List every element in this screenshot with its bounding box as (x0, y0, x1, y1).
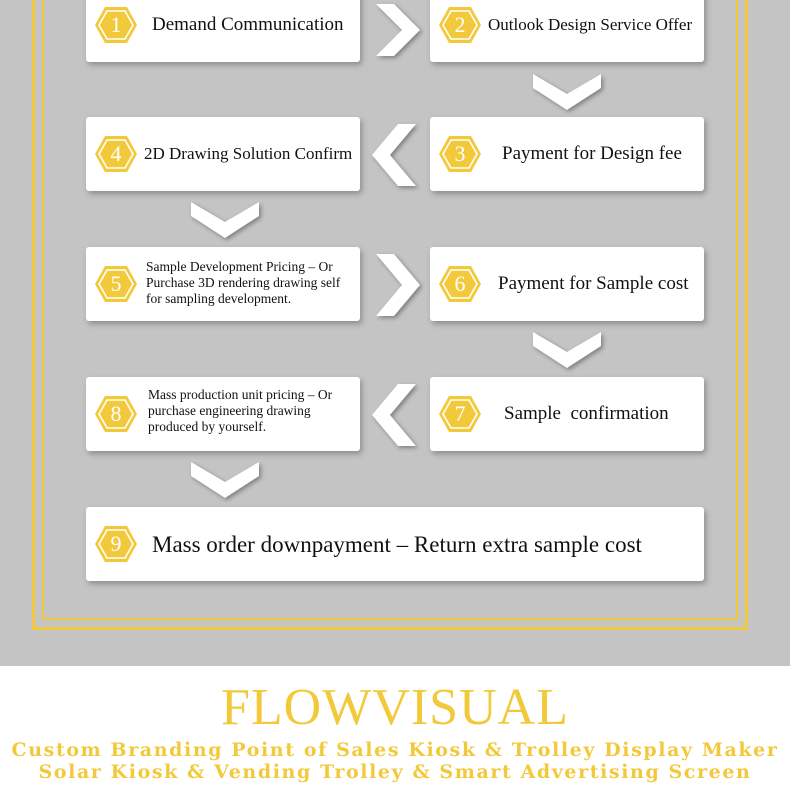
arrow-down-1 (533, 74, 601, 110)
step-7-hexagon-badge (438, 392, 482, 436)
step-7-box (430, 377, 704, 451)
step-5-number: 5 (110, 271, 122, 296)
step-2-label: Outlook Design Service Offer (488, 15, 693, 34)
step-2-box (430, 0, 704, 62)
step-8-hexagon-badge (94, 392, 138, 436)
arrow-right-2 (376, 254, 420, 316)
step-7-label: Sample confirmation (504, 403, 669, 424)
step-6-number: 6 (454, 271, 466, 296)
step-9-number: 9 (110, 531, 122, 556)
step-7-number: 7 (454, 401, 466, 426)
step-6-box (430, 247, 704, 321)
step-4-number: 4 (110, 141, 122, 166)
step-9-hexagon-badge (94, 522, 138, 566)
step-1-box (86, 0, 360, 62)
step-4-label: 2D Drawing Solution Confirm (144, 144, 353, 163)
step-8-box (86, 377, 360, 451)
arrow-left-1 (372, 124, 416, 186)
arrow-right-1 (376, 4, 420, 56)
step-9-label: Mass order downpayment – Return extra sample cost (152, 532, 642, 557)
tagline-2: Solar Kiosk & Vending Trolley & Smart Advertising Screen (38, 761, 752, 783)
step-5-label: Sample Development Pricing – Or Purchase 3D rendering drawing self for sampling development. (146, 259, 341, 307)
arrow-down-3 (533, 332, 601, 368)
step-3-hexagon-badge (438, 132, 482, 176)
step-5-hexagon-badge (94, 262, 138, 306)
step-3-box (430, 117, 704, 191)
step-6-label: Payment for Sample cost (498, 273, 689, 294)
tagline-1: Custom Branding Point of Sales Kiosk & Trolley Display Maker (11, 739, 779, 761)
step-6-hexagon-badge (438, 262, 482, 306)
brand-footer (0, 666, 790, 790)
step-9-box (86, 507, 704, 581)
step-1-label: Demand Communication (152, 14, 344, 35)
step-8-label: Mass production unit pricing – Or purchase engineering drawing produced by yourself. (148, 387, 333, 435)
step-5-box (86, 247, 360, 321)
step-8-number: 8 (110, 401, 122, 426)
step-2-hexagon-badge (438, 3, 482, 47)
arrow-down-2 (191, 202, 259, 238)
step-4-hexagon-badge (94, 132, 138, 176)
step-3-number: 3 (454, 141, 466, 166)
step-4-box (86, 117, 360, 191)
arrow-left-2 (372, 384, 416, 446)
step-3-label: Payment for Design fee (502, 143, 682, 164)
step-1-hexagon-badge (94, 3, 138, 47)
step-1-number: 1 (110, 12, 122, 37)
brand-name: FLOWVISUAL (221, 679, 569, 736)
step-2-number: 2 (454, 12, 466, 37)
arrow-down-4 (191, 462, 259, 498)
